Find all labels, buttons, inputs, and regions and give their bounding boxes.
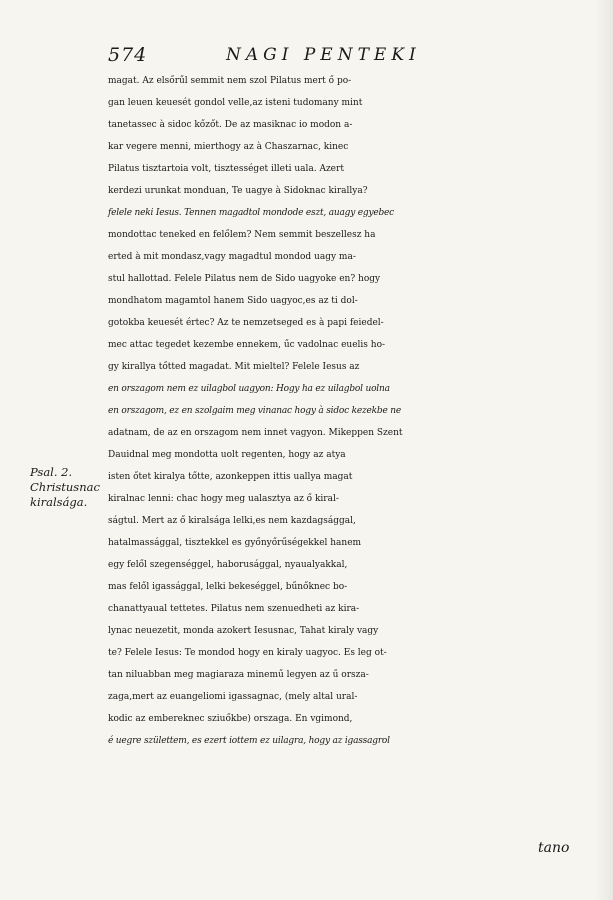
text-line: kodic az embereknec sziuőkbe) orszaga. En vgimond, — [108, 714, 353, 724]
text-line: mas felől igassággal, lelki bekeséggel, bűnőknec bo- — [108, 582, 348, 592]
text-line: egy felől szegenséggel, haborusággal, nyaualyakkal, — [108, 560, 348, 570]
page-edge-shadow — [595, 0, 613, 900]
text-line: tan niluabban meg magiaraza minemű legyen az ű orsza- — [108, 670, 369, 680]
margin-note-reference: Psal. 2. — [30, 465, 73, 479]
text-line: hatalmassággal, tisztekkel es győnyőrűségekkel hanem — [108, 538, 362, 548]
margin-note-text: kiralsága. — [30, 495, 88, 509]
text-line: ságtul. Mert az ő kiralsága lelki,es nem kazdagsággal, — [108, 516, 356, 526]
catchword: tano — [538, 840, 570, 856]
text-line: magat. Az elsőrűl semmit nem szol Pilatus mert ő po- — [108, 76, 352, 86]
body-text — [108, 70, 588, 752]
text-line: stul hallottad. Felele Pilatus nem de Sido uagyoke en? hogy — [108, 274, 381, 284]
text-line: kiralnac lenni: chac hogy meg ualasztya az ő kiral- — [108, 494, 339, 504]
text-line: kerdezi urunkat monduan, Te uagye à Sidoknac kirallya? — [108, 186, 368, 196]
text-line: Pilatus tisztartoia volt, tisztességet illeti uala. Azert — [108, 164, 344, 174]
page-header — [108, 44, 578, 68]
text-line: zaga,mert az euangeliomi igassagnac, (mely altal ural- — [108, 692, 358, 702]
text-line: kar vegere menni, mierthogy az à Chaszarnac, kinec — [108, 142, 349, 152]
text-line: mondottac teneked en felőlem? Nem semmit beszellesz ha — [108, 230, 376, 240]
text-line: gan leuen keuesét gondol velle,az isteni tudomany mint — [108, 98, 363, 108]
text-line: gotokba keuesét értec? Az te nemzetseged es à papi feiedel- — [108, 318, 384, 328]
text-line: erted à mit mondasz,vagy magadtul mondod uagy ma- — [108, 252, 356, 262]
running-head: NAGI PENTEKI — [226, 45, 421, 65]
text-line: chanattyaual tettetes. Pilatus nem szenuedheti az kira- — [108, 604, 360, 614]
text-line: isten őtet kiralya tőtte, azonkeppen ittis uallya magat — [108, 472, 353, 482]
text-line: en orszagom, ez en szolgaim meg vinanac hogy à sidoc kezekbe ne — [108, 406, 402, 416]
text-line: te? Felele Iesus: Te mondod hogy en kiraly uagyoc. Es leg ot- — [108, 648, 387, 658]
text-line: adatnam, de az en orszagom nem innet vagyon. Mikeppen Szent — [108, 428, 403, 438]
text-line: en orszagom nem ez uilagbol uagyon: Hogy ha ez uilagbol uolna — [108, 384, 390, 394]
page-number: 574 — [108, 44, 148, 66]
text-line: lynac neuezetit, monda azokert Iesusnac, Tahat kiraly vagy — [108, 626, 379, 636]
text-line: mec attac tegedet kezembe ennekem, űc vadolnac euelis ho- — [108, 340, 386, 350]
text-line: Dauidnal meg mondotta uolt regenten, hogy az atya — [108, 450, 346, 460]
text-line: gy kirallya tőtted magadat. Mit mieltel? Felele Iesus az — [108, 362, 360, 372]
margin-note — [30, 465, 106, 510]
text-line: é uegre születtem, es ezert iottem ez uilagra, hogy az igassagrol — [108, 736, 390, 746]
text-line: mondhatom magamtol hanem Sido uagyoc,es az ti dol- — [108, 296, 358, 306]
text-line: tanetassec à sidoc kőzőt. De az masiknac io modon a- — [108, 120, 353, 130]
margin-note-text: Christusnac — [30, 480, 100, 494]
text-line: felele neki Iesus. Tennen magadtol mondode eszt, auagy egyebec — [108, 208, 395, 218]
